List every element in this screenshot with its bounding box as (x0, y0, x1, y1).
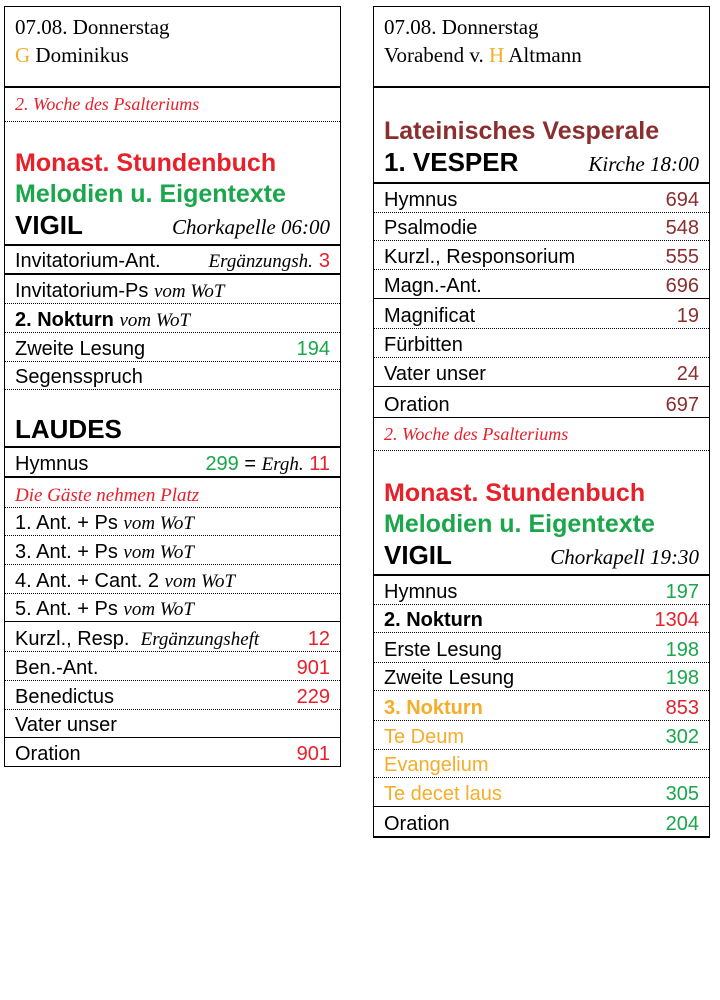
row-page-number: 299 (205, 453, 239, 475)
row-label: Fürbitten (384, 334, 463, 356)
left-vigil-row (5, 304, 340, 333)
row-label: 2. Nokturn (384, 609, 483, 631)
right-vesper-heading (374, 88, 709, 184)
left-laudes-row (5, 681, 340, 710)
row-label: Oration (384, 813, 450, 835)
row-label: Te decet laus (384, 783, 502, 805)
left-feast-rank: G (15, 43, 31, 67)
row-label: 3. Nokturn (384, 697, 483, 719)
left-laudes-title: LAUDES (15, 414, 122, 444)
row-note: Ergh. (261, 454, 304, 475)
right-book-title: Monast. Stundenbuch (384, 479, 646, 507)
right-day-column (373, 6, 710, 838)
left-vigil-row (5, 275, 340, 304)
left-guests-note: Die Gäste nehmen Platz (15, 485, 200, 506)
right-vesper-row (374, 213, 709, 241)
row-note: vom WoT (164, 571, 236, 592)
row-label: 3. Ant. + Ps (15, 541, 118, 563)
left-guests-row (5, 478, 340, 508)
row-page-number: 853 (665, 697, 699, 719)
row-note: vom WoT (153, 281, 225, 302)
right-vigil-row (374, 605, 709, 633)
row-page-number: 901 (296, 657, 330, 679)
left-laudes-row (5, 710, 340, 738)
right-vigil-row (374, 633, 709, 663)
right-vesper-row (374, 358, 709, 387)
left-laudes-row (5, 594, 340, 622)
right-vesper-row (374, 270, 709, 299)
row-label: Vater unser (15, 714, 117, 736)
row-label: Benedictus (15, 686, 114, 708)
row-page-number-2: 11 (309, 453, 330, 475)
row-label: Hymnus (384, 581, 458, 603)
row-label: Vater unser (384, 363, 486, 385)
row-page-number: 3 (318, 250, 330, 272)
right-vigil-title: VIGIL (384, 540, 452, 570)
right-feast-rank: H (488, 43, 505, 67)
row-page-number: 697 (665, 394, 699, 416)
row-label: Invitatorium-Ant. (15, 250, 161, 272)
left-vigil-row (5, 246, 340, 275)
left-feast-name: Dominikus (35, 43, 129, 67)
row-page-number: 694 (665, 189, 699, 211)
right-date-header (374, 7, 709, 88)
row-label: 5. Ant. + Ps (15, 598, 118, 620)
right-vesper-title-line (384, 147, 699, 178)
right-vigil-row (374, 576, 709, 605)
right-vigil-heading (374, 451, 709, 576)
row-label: Psalmodie (384, 217, 478, 239)
row-page-number: 19 (676, 305, 699, 327)
right-vigil-place-time: Chorkapell 19:30 (550, 545, 699, 569)
right-vigil-title-line (384, 540, 699, 571)
right-vesperale-title: Lateinisches Vesperale (384, 117, 660, 145)
row-page-number: 198 (665, 667, 699, 689)
right-vigil-row (374, 778, 709, 807)
row-label: Hymnus (15, 453, 89, 475)
row-note: vom WoT (119, 310, 191, 331)
left-week-row (5, 88, 340, 122)
left-laudes-row (5, 536, 340, 565)
right-vigil-row (374, 691, 709, 721)
right-feast (384, 41, 699, 69)
row-page-number: 302 (665, 726, 699, 748)
right-vigil-row (374, 663, 709, 691)
left-laudes-heading (5, 390, 340, 448)
row-label: Magn.-Ant. (384, 275, 482, 297)
left-book-subtitle: Melodien u. Eigentexte (15, 180, 286, 208)
right-vigil-row (374, 750, 709, 778)
row-label: Kurzl., Responsorium (384, 246, 576, 268)
left-laudes-row (5, 652, 340, 681)
row-page-number: 194 (296, 338, 330, 360)
row-label: Oration (15, 743, 81, 765)
left-feast (15, 41, 330, 69)
row-label: Evangelium (384, 754, 489, 776)
left-date-header (5, 7, 340, 88)
row-label: Kurzl., Resp. (15, 628, 130, 650)
row-label: Zweite Lesung (15, 338, 146, 360)
row-page-number: 555 (665, 246, 699, 268)
right-week-label: 2. Woche des Psalteriums (384, 423, 569, 444)
row-label: Oration (384, 394, 450, 416)
left-day-column (4, 6, 341, 767)
row-page-number: 901 (296, 743, 330, 765)
row-label: 4. Ant. + Cant. 2 (15, 570, 159, 592)
row-note: vom WoT (123, 599, 194, 620)
right-vesper-place-time: Kirche 18:00 (588, 152, 699, 176)
row-page-number: 305 (665, 783, 699, 805)
left-date: 07.08. Donnerstag (15, 15, 170, 39)
left-laudes-row (5, 565, 340, 594)
right-week-row (374, 418, 709, 451)
row-note: Ergänzungsheft (140, 629, 260, 650)
row-page-number: 24 (676, 363, 699, 385)
row-label: Te Deum (384, 726, 465, 748)
left-vigil-title-line (15, 210, 330, 241)
right-vesper-row (374, 299, 709, 329)
row-page-number: 197 (665, 581, 699, 603)
left-hymnus-row (5, 448, 340, 478)
row-note: Ergänzungsh. (208, 251, 313, 272)
row-page-number: 229 (296, 686, 330, 708)
row-note: vom WoT (123, 542, 194, 563)
right-vesper-row (374, 387, 709, 418)
left-laudes-row (5, 738, 340, 767)
row-label: Segensspruch (15, 366, 143, 388)
left-week-label: 2. Woche des Psalteriums (15, 94, 200, 114)
right-vesper-row (374, 329, 709, 358)
left-vigil-row (5, 362, 340, 390)
left-laudes-row (5, 508, 340, 536)
row-page-number: 548 (665, 217, 699, 239)
left-book-title: Monast. Stundenbuch (15, 149, 277, 177)
left-vigil-row (5, 333, 340, 362)
right-vigil-row (374, 721, 709, 750)
right-vesper-row (374, 184, 709, 213)
right-vesper-row (374, 241, 709, 270)
row-label: 1. Ant. + Ps (15, 512, 118, 534)
right-book-subtitle: Melodien u. Eigentexte (384, 510, 655, 538)
row-page-number: 696 (665, 275, 699, 297)
row-label: Hymnus (384, 189, 458, 211)
right-vigil-row (374, 807, 709, 838)
row-page-number: 12 (307, 628, 330, 650)
row-equals: = (244, 453, 257, 475)
row-label: Erste Lesung (384, 639, 502, 661)
row-note: vom WoT (123, 513, 194, 534)
row-page-number: 204 (665, 813, 699, 835)
left-vigil-title: VIGIL (15, 210, 83, 240)
row-label: Ben.-Ant. (15, 657, 99, 679)
row-label: Invitatorium-Ps (15, 280, 149, 302)
left-vigil-heading (5, 122, 340, 246)
row-label: Magnificat (384, 305, 476, 327)
left-laudes-row (5, 622, 340, 652)
row-label: 2. Nokturn (15, 309, 114, 331)
right-eve-prefix: Vorabend v. (384, 43, 484, 67)
right-date: 07.08. Donnerstag (384, 15, 539, 39)
row-label: Zweite Lesung (384, 667, 515, 689)
row-page-number: 198 (665, 639, 699, 661)
row-page-number: 1304 (654, 609, 699, 631)
right-feast-name: Altmann (508, 43, 582, 67)
left-vigil-place-time: Chorkapelle 06:00 (171, 215, 330, 239)
right-vesper-title: 1. VESPER (384, 147, 519, 177)
